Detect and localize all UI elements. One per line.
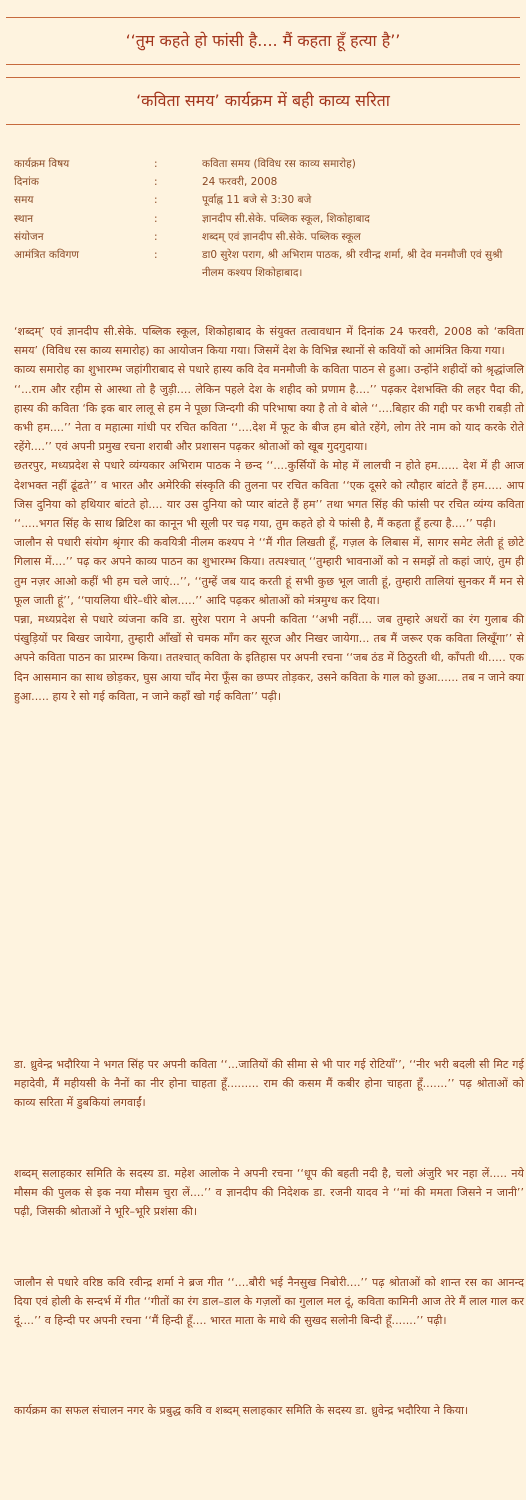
paragraph-alok: शब्दम् सलाहकार समिति के सदस्य डा. महेश आलोक ने अपनी रचना ‘‘धूप की बहती नदी है, चलो अंजुरि भर नहा लें..... नये मौसम की पुलक से इक नया मौसम चुरा लें....’’ व ज्ञानदीप की निदेशक डा. रजनी यादव ने ‘‘मां की ममता जिसने न जानी’’ पढ़ी, जिसकी श्रोताओं ने भूरि–भूरि प्रशंसा की। (14, 1167, 524, 1219)
info-row-venue (14, 210, 522, 228)
info-separator: : (154, 158, 158, 170)
page-title: ‘‘तुम कहते हो फांसी है.... मैं कहता हूँ हत्या है’’ (125, 31, 401, 50)
info-separator: : (154, 230, 158, 243)
info-row-time (14, 191, 522, 209)
subtitle-bottom-rule (6, 124, 520, 125)
article-body-sharma (14, 1273, 524, 1331)
info-separator: : (154, 176, 158, 189)
info-value: पूर्वाह्न 11 बजे से 3:30 बजे (202, 194, 312, 207)
info-value: कविता समय (विविध रस काव्य समारोह) (202, 158, 356, 170)
info-separator: : (154, 194, 158, 207)
paragraph-bhadauria: डा. ध्रुवेन्द्र भदौरिया ने भगत सिंह पर अपनी कविता ‘‘...जातियों की सीमा से भी पार गई रोटियाँ’’, ‘‘नीर भरी बदली सी मिट गई महादेवी, मैं महीयसी के नैनों का नीर होना चाहता हूँ......... राम की कसम मैं कबीर होना चाहता हूँ.......’’ पढ़ श्रोताओं को काव्य सरिता में डुबकियां लगवाईं। (14, 1058, 524, 1110)
article-body-bhadauria (14, 1055, 524, 1113)
info-label: आमंत्रित कविगण (14, 249, 79, 262)
article-body-main (14, 322, 524, 706)
paragraph-closing: कार्यक्रम का सफल संचालन नगर के प्रबुद्ध कवि व शब्दम् सलाहकार समिति के सदस्य डा. ध्रुवेन्द्र भदौरिया ने किया। (14, 1404, 469, 1417)
info-label: स्थान (14, 212, 34, 225)
info-row-date (14, 173, 522, 191)
title-bottom-rule (6, 64, 520, 65)
info-label: कार्यक्रम विषय (14, 158, 70, 170)
paragraph-sharma: जालौन से पधारे वरिष्ठ कवि रवीन्द्र शर्मा ने ब्रज गीत ‘‘....बौरी भई नैनसुख निबोरी....’’ पढ़ श्रोताओं को शान्त रस का आनन्द दिया एवं होली के सन्दर्भ में गीत ‘‘गीतों का रंग डाल–डाल के गज़लों का गुलाल मल दूं, कविता कामिनी आज तेरे मैं लाल गाल कर दूं....’’ व हिन्दी पर अपनी रचना ‘‘मैं हिन्दी हूँ.... भारत माता के माथे की सुखद सलोनी बिन्दी हूँ.......’’ पढ़ी। (14, 1276, 524, 1328)
paragraph-neelam: जालौन से पधारी संयोग श्रृंगार की कवयित्री नीलम कश्यप ने ‘‘मैं गीत लिखती हूँ, गज़ल के लिबास में, सागर समेट लेती हूं छोटे गिलास में....’’ पढ़ कर अपने काव्य पाठन का शुभारम्भ किया। तत्पश्चात् ‘‘तुम्हारी भावनाओं को न समझें तो कहां जाएं, तुम ही तुम नज़र आओ कहीं भी हम चले जाएं...’’, ‘‘तुम्हें जब याद करती हूं सभी कुछ भूल जाती हूं, तुम्हारी तालियां सुनकर मैं मन से फूल जाती हूं’’, ‘‘पायलिया धीरे–धीरे बोल.....’’ आदि पढ़कर श्रोताओं को मंत्रमुग्ध कर दिया। (14, 536, 524, 607)
article-body-closing (14, 1401, 524, 1420)
info-row-organizer (14, 228, 522, 246)
info-value: 24 फरवरी, 2008 (202, 176, 278, 189)
article-body-alok (14, 1164, 524, 1222)
subtitle-top-rule (6, 77, 520, 78)
info-label: समय (14, 194, 34, 207)
paragraph-parag: पन्ना, मध्यप्रदेश से पधारे व्यंजना कवि डा. सुरेश पराग ने अपनी कविता ‘‘अभी नहीं.... जब तुम्हारे अधरों का रंग गुलाब की पंखुड़ियों पर बिखर जायेगा, तुम्हारी आँखों से चमक माँग कर सूरज और निखर जायेगा... तब मैं जरूर एक कविता लिखूँगा’’ से अपने कविता पाठन का प्रारम्भ किया। ततश्चात् कविता के इतिहास पर अपनी रचना ‘‘जब ठंड में ठिठुरती थी, काँपती थी..... एक दिन आसमान का साथ छोड़कर, घुस आया चाँद मेरा फूँस का छप्पर तोड़कर, उसने कविता के गाल को छुआ...... तब न जाने क्या हुआ..... हाय रे सो गई कविता, न जाने कहाँ खो गई कविता’’ पढ़ी। (14, 613, 524, 703)
paragraph-manmauji: काव्य समारोह का शुभारम्भ जहांगीराबाद से पधारे हास्य कवि देव मनमौजी के कविता पाठन से हुआ। उन्होंने शहीदों को श्रृद्धांजलि ‘‘...राम और रहीम से आस्था तो है जुड़ी.... लेकिन पहले देश के शहीद को प्रणाम है....’’ पढ़कर देशभक्ति की लहर पैदा की, हास्य की कविता ‘कि इक बार लालू से हम ने पूछा जिन्दगी की परिभाषा क्या है तो वे बोले ‘‘....बिहार की गद्दी पर कभी राबड़ी तो कभी हम....’’ नेता व महात्मा गांधी पर रचित कविता ‘‘....देश में फूट के बीज हम बोते रहेंगे, लोग तेरे नाम को याद करके रोते रहेंगे....’’ एवं अपनी प्रमुख रचना शराबी और प्रशासन पढ़कर श्रोताओं को खूब गुदगुदाया। (14, 363, 524, 454)
paragraph-abhiram: छतरपुर, मध्यप्रदेश से पधारे व्यंग्यकार अभिराम पाठक ने छन्द ‘‘....कुर्सियों के मोह में लालची न होते हम...... देश में ही आज देशभक्त नहीं ढूंढते’’ व भारत और अमेरिकी संस्कृति की तुलना पर रचित कविता ‘‘एक दूसरे को त्यौहार बांटते हैं हम..... आप जिस दुनिया को हथियार बांटते हो.... यार उस दुनिया को प्यार बांटते हैं हम’’ तथा भगत सिंह की फांसी पर रचित व्यंग्य कविता ‘‘.....भगत सिंह के साथ ब्रिटिश का कानून भी सूली पर चढ़ गया, तुम कहते हो ये फांसी है, मैं कहता हूँ हत्या है....’’ पढ़ी। (14, 459, 524, 531)
title-top-rule (6, 17, 520, 18)
info-value: डा0 सुरेश पराग, श्री अभिराम पाठक, श्री रवीन्द्र शर्मा, श्री देव मनमौजी एवं सुश्री नीलम कश्यप शिकोहाबाद। (202, 249, 503, 280)
info-label: दिनांक (14, 176, 39, 189)
info-row-invited-poets (14, 246, 522, 282)
page-subtitle: ‘कविता समय’ कार्यक्रम में बही काव्य सरिता (136, 91, 390, 110)
info-label: संयोजन (14, 230, 44, 243)
paragraph-intro: ‘शब्दम्’ एवं ज्ञानदीप सी.सेके. पब्लिक स्कूल, शिकोहाबाद के संयुक्त तत्वावधान में दिनांक 24 फरवरी, 2008 को ‘कविता समय’ (विविध रस काव्य समारोह) का आयोजन किया गया। जिसमें देश के विभिन्न स्थानों से कवियों को आमंत्रित किया गया। (14, 325, 524, 358)
info-separator: : (154, 212, 158, 225)
event-info-table (14, 155, 522, 282)
info-separator: : (154, 249, 158, 262)
info-value: ज्ञानदीप सी.सेके. पब्लिक स्कूल, शिकोहाबाद (202, 212, 370, 225)
info-value: शब्दम् एवं ज्ञानदीप सी.सेके. पब्लिक स्कूल (202, 230, 361, 243)
info-row-subject (14, 155, 522, 173)
